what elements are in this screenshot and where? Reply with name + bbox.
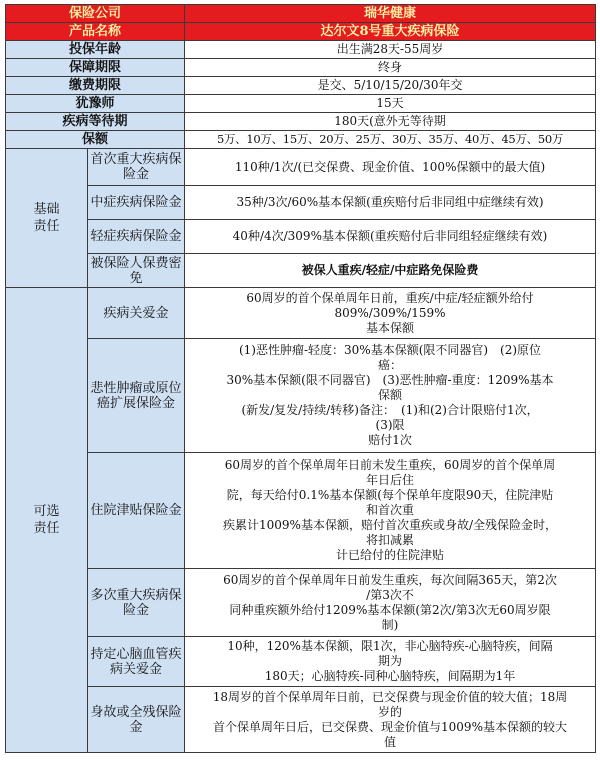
base-item-name: 中症疾病保险金: [88, 186, 185, 220]
optional-text-line: 18周岁的首个保单周年日前，已交保费与现金价值的较大值；18周: [212, 689, 568, 704]
optional-item-name: 多次重大疾病保险金: [88, 569, 185, 637]
optional-item-value: [185, 288, 596, 339]
optional-row: [6, 339, 596, 453]
optional-text-line: 60周岁的首个保单周年日前发生重疾，每次间隔365天，第2次: [223, 572, 557, 587]
product-label: 产品名称: [6, 23, 185, 41]
basic-label: 缴费期限: [6, 77, 185, 95]
basic-label: 疾病等待期: [6, 113, 185, 131]
optional-item-name: 疾病关爱金: [88, 288, 185, 339]
optional-text-line: 期为: [378, 654, 403, 668]
optional-text-line: 和首次重: [366, 503, 415, 517]
basic-value: 是交、5/10/15/20/30年交: [185, 77, 596, 95]
basic-value: 5万、10万、15万、20万、25万、30万、35万、40万、45万、50万: [185, 131, 596, 149]
base-item-value: 35种/3次/60%基本保额(重疾赔付后非同组中症继续有效): [185, 186, 596, 220]
optional-category-line: 责任: [33, 521, 60, 536]
optional-text-line: 同种重疾额外给付1209%基本保额(第2次/第3次无60周岁限: [229, 602, 551, 617]
base-item-value: 110种/1次/(已交保费、现金价值、100%保额中的最大值): [185, 149, 596, 186]
basic-label: 犹豫师: [6, 95, 185, 113]
optional-text-line: 60周岁的首个保单周年日前未发生重疾，60周岁的首个保单周: [224, 458, 556, 472]
optional-item-value: [185, 339, 596, 453]
optional-text-line: 180天；心脑特疾-同种心脑特疾，间隔期为1年: [264, 669, 516, 683]
company-label: 保险公司: [6, 5, 185, 23]
optional-text-line: 30%基本保额(限不同器官) (3)恶性肿瘤-重度：1209%基本: [226, 373, 554, 387]
base-row: [6, 149, 596, 186]
basic-value: 180天(意外无等待期: [185, 113, 596, 131]
basic-row: [6, 77, 596, 95]
basic-value: 出生满28天-55周岁: [185, 41, 596, 59]
basic-value: 15天: [185, 95, 596, 113]
basic-value: 终身: [185, 59, 596, 77]
optional-text-line: 制): [381, 617, 399, 632]
base-category: [6, 149, 88, 288]
optional-text-line: 疾累计1009%基本保额，赔付首次重疾或身故/全残保险金时，: [223, 518, 558, 532]
optional-text-line: (3)限: [375, 418, 405, 432]
optional-text-line: 809%/309%/159%: [334, 305, 446, 320]
optional-row: [6, 687, 596, 753]
optional-text-line: 岁的: [378, 704, 403, 719]
optional-text-line: 10种，120%基本保额，限1次，非心脑特疾-心脑特疾，间隔: [227, 639, 553, 653]
basic-row: [6, 113, 596, 131]
base-item-value: 被保人重疾/轻症/中症路免保险费: [185, 254, 596, 288]
optional-text-line: 基本保额: [366, 320, 415, 335]
base-row: [6, 254, 596, 288]
company-row: [6, 5, 596, 23]
optional-item-name: 悲性肿瘤或原位癌扩展保险金: [88, 339, 185, 453]
optional-text-line: 年日后住: [366, 473, 415, 487]
optional-text-line: 首个保单周年日后，已交保费、现金价值与1009%基本保额的较大: [213, 719, 567, 734]
base-row: [6, 220, 596, 254]
optional-item-value: [185, 453, 596, 569]
optional-text-line: 保额: [378, 388, 403, 402]
base-item-name: 轻症疾病保险金: [88, 220, 185, 254]
basic-label: 保障期限: [6, 59, 185, 77]
optional-item-name: 住院津贴保险金: [88, 453, 185, 569]
basic-row: [6, 131, 596, 149]
optional-text-line: 癌：: [378, 358, 403, 372]
optional-text-line: (新发/复发/持续/转移)备注： (1)和(2)合计限赔付1次，: [241, 403, 539, 417]
optional-text-line: /第3次不: [366, 587, 414, 602]
base-item-value: 40种/4次/309%基本保额(重疾赔付后非同组轻症继续有效): [185, 220, 596, 254]
optional-item-name: 持定心脑血管疾病关爱金: [88, 637, 185, 687]
base-item-name: 被保险人保费密免: [88, 254, 185, 288]
product-value: 达尔文8号重大疾病保险: [185, 23, 596, 41]
base-category-line: 责任: [33, 219, 60, 234]
basic-label: 保额: [6, 131, 185, 149]
optional-category-line: 可选: [33, 504, 60, 519]
optional-row: [6, 453, 596, 569]
optional-item-value: [185, 637, 596, 687]
basic-row: [6, 59, 596, 77]
optional-text-line: 计已给付的住院津贴: [336, 548, 445, 562]
base-row: [6, 186, 596, 220]
basic-row: [6, 41, 596, 59]
optional-item-name: 身故或全残保险金: [88, 687, 185, 753]
optional-text-line: 将扣减累: [366, 533, 415, 547]
base-category-line: 基础: [33, 202, 60, 217]
optional-text-line: 60周岁的首个保单周年日前，重疾/中症/轻症额外给付: [246, 290, 534, 305]
optional-text-line: 值: [384, 734, 397, 749]
basic-row: [6, 95, 596, 113]
optional-item-value: [185, 569, 596, 637]
optional-category: [6, 288, 88, 753]
basic-label: 投保年龄: [6, 41, 185, 59]
base-item-name: 首次重大疾病保险金: [88, 149, 185, 186]
company-value: 瑞华健康: [185, 5, 596, 23]
optional-text-line: 赔付1次: [368, 433, 412, 447]
optional-row: [6, 569, 596, 637]
insurance-comparison-table: [5, 4, 596, 753]
optional-row: [6, 288, 596, 339]
product-row: [6, 23, 596, 41]
insurance-table-container: [5, 4, 595, 772]
optional-row: [6, 637, 596, 687]
optional-text-line: 院，每天给付0.1%基本保额(每个保单年度限90天，住院津贴: [226, 488, 554, 502]
optional-text-line: (1)恶性肿瘤-轻度：30%基本保额(限不同器官) (2)原位: [238, 343, 542, 357]
optional-item-value: [185, 687, 596, 753]
